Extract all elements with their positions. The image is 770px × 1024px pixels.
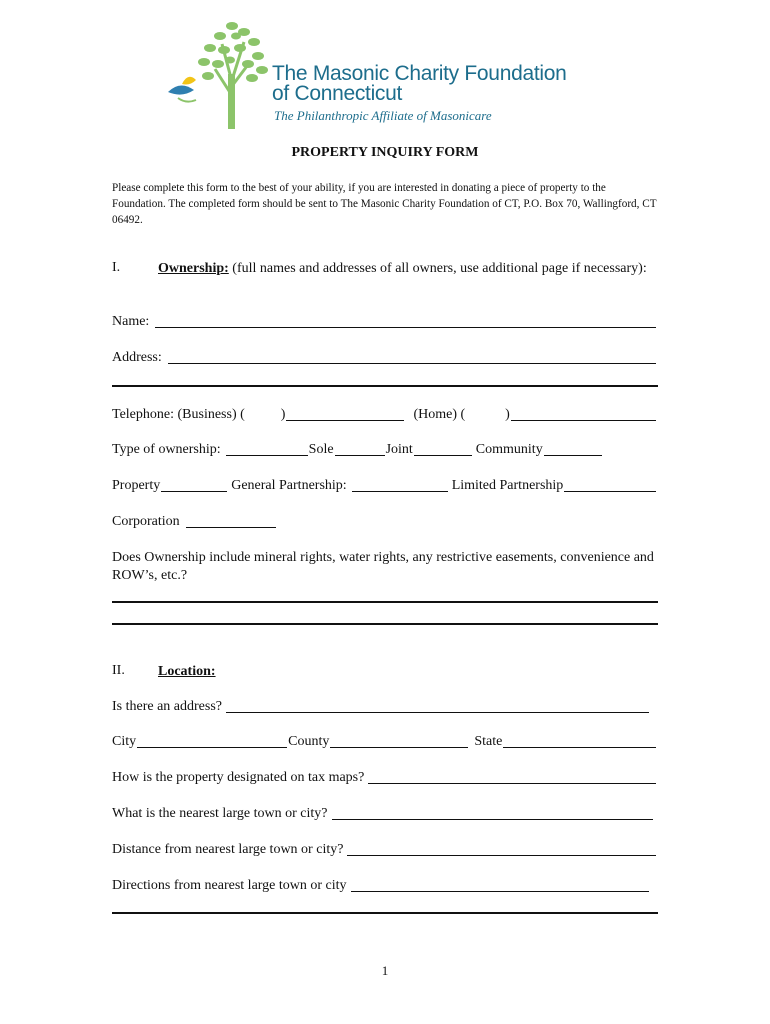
nearest-town-row [112, 805, 657, 822]
rights-question: Does Ownership include mineral rights, water rights, any restrictive easements, convenience and ROW’s, etc.? [112, 550, 654, 583]
corporation-label: Corporation [112, 514, 180, 529]
section-1-heading [158, 260, 658, 278]
divider-rule [112, 385, 658, 387]
section-1-note: (full names and addresses of all owners, use additional page if necessary): [228, 261, 647, 276]
limited-partnership-label: Limited Partnership [451, 478, 564, 493]
property-address-field[interactable] [226, 698, 649, 713]
sole-field[interactable] [335, 441, 385, 456]
county-label: County [288, 734, 330, 749]
directions-field[interactable] [351, 877, 649, 892]
distance-field[interactable] [347, 841, 656, 856]
city-label: City [112, 734, 137, 749]
city-field[interactable] [137, 733, 287, 748]
tax-map-question-label: How is the property designated on tax maps? [112, 770, 365, 785]
tax-map-field[interactable] [368, 769, 656, 784]
name-field[interactable] [155, 313, 656, 328]
community-field[interactable] [544, 441, 602, 456]
general-partnership-label: General Partnership: [231, 478, 347, 493]
corporation-row [112, 513, 657, 530]
paren-close: ) [280, 407, 286, 422]
property-field[interactable] [161, 477, 227, 492]
nearest-town-question-label: What is the nearest large town or city? [112, 806, 328, 821]
distance-row [112, 841, 657, 858]
section-1-number: I. [112, 260, 121, 275]
section-2-heading [158, 663, 658, 681]
org-name-line2: of Connecticut [272, 82, 403, 105]
state-field[interactable] [503, 733, 656, 748]
joint-label: Joint [385, 442, 413, 457]
section-1-title: Ownership: [158, 261, 229, 276]
org-tagline: The Philanthropic Affiliate of Masonicare [274, 108, 492, 123]
org-name-line1: The Masonic Charity Foundation [272, 62, 567, 85]
foundation-logo [160, 14, 567, 132]
section-2-title: Location: [158, 664, 216, 679]
directions-question-label: Directions from nearest large town or city [112, 878, 347, 893]
answer-line[interactable] [112, 601, 658, 603]
address-row [112, 349, 657, 366]
business-phone-field[interactable] [286, 406, 404, 421]
telephone-row [112, 406, 657, 423]
telephone-business-label: Telephone: (Business) ( [112, 407, 245, 422]
county-field[interactable] [330, 733, 468, 748]
tree-logo-icon [160, 14, 270, 132]
address-question-row [112, 698, 657, 715]
nearest-town-field[interactable] [332, 805, 654, 820]
ownership-type-label: Type of ownership: [112, 442, 221, 457]
corporation-field[interactable] [186, 513, 276, 528]
paren-close: ) [505, 407, 510, 422]
answer-line[interactable] [112, 623, 658, 625]
distance-question-label: Distance from nearest large town or city? [112, 842, 344, 857]
state-label: State [474, 734, 503, 749]
name-row [112, 313, 657, 330]
address-label: Address: [112, 350, 162, 365]
community-label: Community [475, 442, 543, 457]
home-phone-field[interactable] [511, 406, 656, 421]
property-row [112, 477, 657, 494]
ownership-type-field[interactable] [226, 441, 308, 456]
section-2-number: II. [112, 663, 125, 678]
directions-row [112, 877, 657, 894]
address-field[interactable] [168, 349, 656, 364]
address-question-label: Is there an address? [112, 699, 223, 714]
tax-map-row [112, 769, 657, 786]
city-county-state-row [112, 733, 657, 750]
telephone-home-label: (Home) ( [413, 407, 466, 422]
ownership-type-row [112, 441, 657, 458]
answer-line[interactable] [112, 912, 658, 914]
page-number: 1 [381, 963, 389, 978]
limited-partnership-field[interactable] [564, 477, 656, 492]
property-label: Property [112, 478, 161, 493]
form-title: PROPERTY INQUIRY FORM [291, 145, 479, 160]
sole-label: Sole [308, 442, 334, 457]
joint-field[interactable] [414, 441, 472, 456]
intro-paragraph: Please complete this form to the best of your ability, if you are interested in donating a piece of property to the Foundation. The completed form should be sent to The Masonic Charity Foundation of CT, P.O. Box 70, Wallingford, CT 06492. [112, 182, 657, 226]
name-label: Name: [112, 314, 150, 329]
general-partnership-field[interactable] [352, 477, 448, 492]
